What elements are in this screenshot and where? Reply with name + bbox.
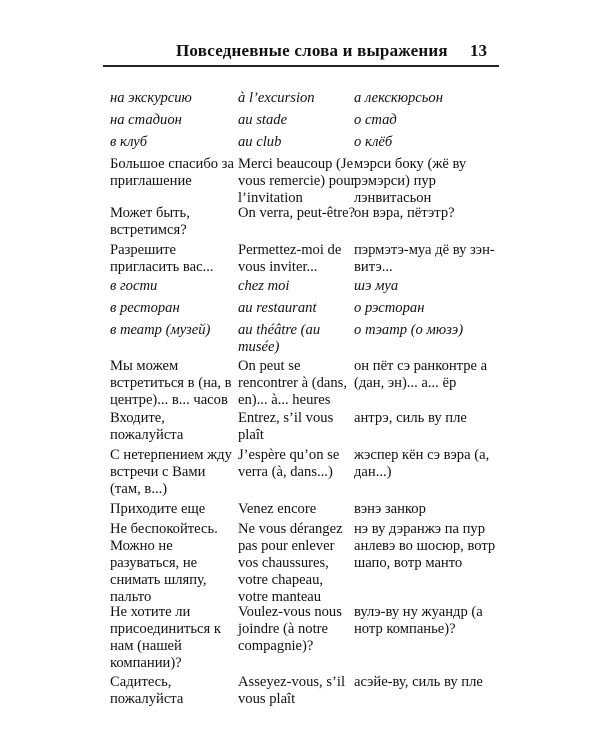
russian-phrase: Мы можем встретиться в (на, в центре)... в... часов	[110, 358, 232, 408]
french-phrase: Voulez-vous nous joindre (à notre compagnie)?	[238, 604, 342, 654]
russian-phrase: Приходите еще	[110, 501, 206, 517]
french-phrase: On peut se rencontrer à (dans, en)... à... heures	[238, 358, 347, 408]
phrase-row	[110, 300, 495, 318]
transcription: нэ ву дэранжэ па пур анлевэ во шосюр, вотр шапо, вотр манто	[354, 521, 496, 571]
transcription: он пёт сэ ранконтре а (дан, эн)... а... ёр	[354, 358, 488, 391]
french-phrase: au restaurant	[238, 300, 317, 316]
transcription: вэнэ занкор	[354, 501, 426, 517]
transcription: о рэсторан	[354, 300, 425, 316]
french-phrase: Venez encore	[238, 501, 317, 517]
french-phrase: On verra, peut-être?	[238, 205, 356, 221]
phrase-row	[110, 447, 495, 499]
phrase-row	[110, 501, 495, 519]
russian-phrase: в ресторан	[110, 300, 180, 316]
transcription: он вэра, пётэтр?	[354, 205, 455, 221]
russian-phrase: Не хотите ли присоединиться к нам (нашей компании)?	[110, 604, 221, 671]
transcription: пэрмэтэ-муа дё ву зэн-витэ...	[354, 242, 495, 275]
french-phrase: chez moi	[238, 278, 290, 294]
running-header	[103, 38, 499, 68]
transcription: шэ муа	[354, 278, 399, 294]
transcription: о стад	[354, 112, 397, 128]
russian-phrase: Не беспокойтесь. Можно не разуваться, не снимать шляпу, пальто	[110, 521, 218, 605]
russian-phrase: на стадион	[110, 112, 182, 128]
phrase-row	[110, 112, 495, 130]
russian-phrase: в театр (музей)	[110, 322, 211, 338]
phrase-row	[110, 278, 495, 296]
russian-phrase: на экскурсию	[110, 90, 192, 106]
french-phrase: J’espère qu’on se verra (à, dans...)	[238, 447, 340, 480]
russian-phrase: С нетерпением жду встречи с Вами (там, в...)	[110, 447, 232, 497]
russian-phrase: в клуб	[110, 134, 148, 150]
french-phrase: au club	[238, 134, 282, 150]
russian-phrase: Садитесь, пожалуйста	[110, 674, 184, 707]
russian-phrase: Разрешите пригласить вас...	[110, 242, 214, 275]
french-phrase: au théâtre (au musée)	[238, 322, 321, 355]
phrase-row	[110, 521, 495, 606]
french-phrase: Asseyez-vous, s’il vous plaît	[238, 674, 346, 707]
phrase-row	[110, 156, 495, 208]
transcription: о тэатр (о мюзэ)	[354, 322, 464, 338]
phrase-row	[110, 358, 495, 410]
phrase-row	[110, 674, 495, 710]
french-phrase: au stade	[238, 112, 288, 128]
french-phrase: Entrez, s’il vous plaît	[238, 410, 334, 443]
transcription: мэрси боку (жё ву рэмэрси) пур лэнвитасьон	[354, 156, 467, 206]
russian-phrase: Входите, пожалуйста	[110, 410, 184, 443]
transcription: о клёб	[354, 134, 393, 150]
transcription: а лекскюрсьон	[354, 90, 443, 106]
page-number: 13	[470, 41, 487, 60]
phrase-row	[110, 410, 495, 446]
header-rule	[103, 65, 499, 67]
french-phrase: Merci beaucoup (Je vous remercie) pour l’invitation	[238, 156, 356, 206]
phrase-row	[110, 604, 495, 674]
french-phrase: à l’excursion	[238, 90, 315, 106]
russian-phrase: Большое спасибо за приглашение	[110, 156, 234, 189]
russian-phrase: Может быть, встретимся?	[110, 205, 190, 238]
phrase-row	[110, 322, 495, 358]
transcription: жэспер кён сэ вэра (а, дан...)	[354, 447, 490, 480]
french-phrase: Ne vous dérangez pas pour enlever vos chaussures, votre chapeau, votre manteau	[238, 521, 343, 605]
french-phrase: Permettez-moi de vous inviter...	[238, 242, 342, 275]
transcription: вулэ-ву ну жуандр (а нотр компанье)?	[354, 604, 483, 637]
phrase-row	[110, 90, 495, 108]
transcription: антрэ, силь ву пле	[354, 410, 467, 426]
phrase-row	[110, 242, 495, 278]
phrase-row	[110, 205, 495, 241]
transcription: асэйе-ву, силь ву пле	[354, 674, 483, 690]
russian-phrase: в гости	[110, 278, 158, 294]
phrase-row	[110, 134, 495, 152]
running-title: Повседневные слова и выражения	[176, 41, 448, 60]
